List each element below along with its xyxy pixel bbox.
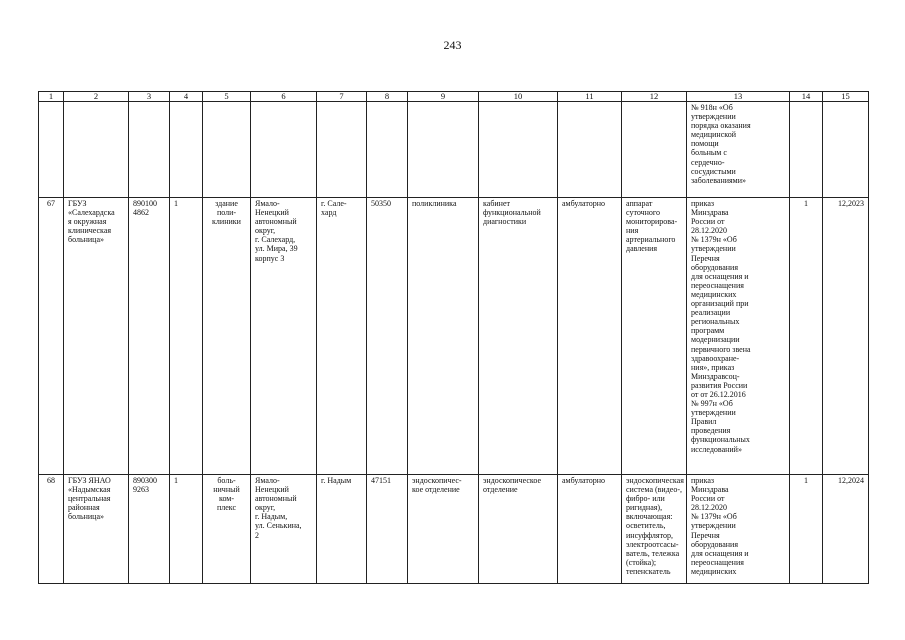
cell-c7 bbox=[317, 102, 367, 198]
cell-c11 bbox=[558, 198, 622, 475]
cell-line: 9263 bbox=[133, 485, 149, 495]
cell-c1 bbox=[39, 102, 64, 198]
cell-line: 890100 bbox=[133, 199, 157, 208]
cell-c5 bbox=[203, 475, 251, 584]
cell-c7 bbox=[317, 475, 367, 584]
cell-line: система (видео-, bbox=[626, 485, 682, 495]
cell-line: больным с bbox=[691, 148, 727, 158]
cell-line: аппарат bbox=[626, 199, 653, 208]
cell-line: отделение bbox=[483, 485, 518, 495]
cell-c6 bbox=[251, 198, 317, 475]
cell-line: Минздрава bbox=[691, 208, 729, 218]
cell-line: 12,2023 bbox=[838, 199, 864, 208]
cell-line: хард bbox=[321, 208, 337, 218]
cell-line: корпус 3 bbox=[255, 253, 285, 263]
cell-c3 bbox=[129, 102, 170, 198]
cell-line: 1 bbox=[174, 199, 178, 208]
cell-c12 bbox=[622, 102, 687, 198]
cell-line: организаций при bbox=[691, 299, 749, 309]
cell-c8 bbox=[367, 102, 408, 198]
cell-line: ватель, тележка bbox=[626, 548, 680, 558]
cell-line: ния bbox=[626, 226, 639, 236]
cell-line: поли- bbox=[216, 208, 237, 218]
cell-c14 bbox=[790, 102, 823, 198]
cell-line: заболеваниями» bbox=[691, 175, 747, 185]
cell-line: Правил bbox=[691, 417, 717, 427]
cell-c6 bbox=[251, 102, 317, 198]
column-header-14: 14 bbox=[790, 92, 823, 102]
cell-line: г. Сале- bbox=[321, 199, 347, 208]
column-header-1: 1 bbox=[39, 92, 64, 102]
cell-line: ничный bbox=[213, 485, 240, 495]
column-header-13: 13 bbox=[687, 92, 790, 102]
cell-line: оборудования bbox=[691, 539, 738, 549]
cell-c15 bbox=[823, 475, 869, 584]
cell-line: 68 bbox=[47, 476, 55, 485]
cell-line: № 997н «Об bbox=[691, 399, 733, 409]
cell-line: кое отделение bbox=[412, 485, 460, 495]
cell-c14 bbox=[790, 198, 823, 475]
cell-line: модернизации bbox=[691, 335, 740, 345]
cell-c1 bbox=[39, 475, 64, 584]
cell-line: оборудования bbox=[691, 262, 738, 272]
cell-c13 bbox=[687, 198, 790, 475]
cell-c3 bbox=[129, 198, 170, 475]
cell-line: г. Салехард, bbox=[255, 235, 296, 245]
cell-c13 bbox=[687, 102, 790, 198]
cell-line: утверждении bbox=[691, 408, 736, 418]
cell-line: Ямало- bbox=[255, 476, 280, 485]
column-header-3: 3 bbox=[129, 92, 170, 102]
cell-c5 bbox=[203, 198, 251, 475]
cell-line: автономный bbox=[255, 217, 297, 227]
column-header-2: 2 bbox=[64, 92, 129, 102]
cell-line: плекс bbox=[216, 503, 237, 513]
cell-line: от от 26.12.2016 bbox=[691, 389, 746, 399]
cell-c4 bbox=[170, 475, 203, 584]
cell-line: 1 bbox=[174, 476, 178, 485]
cell-line: 12,2024 bbox=[838, 476, 864, 485]
cell-c3 bbox=[129, 475, 170, 584]
table-header-row bbox=[39, 92, 869, 102]
cell-line: России от bbox=[691, 494, 725, 504]
cell-line: развития России bbox=[691, 380, 748, 390]
cell-line: Минздравсоц- bbox=[691, 371, 740, 381]
cell-line: 28.12.2020 bbox=[691, 503, 727, 513]
cell-c4 bbox=[170, 198, 203, 475]
cell-line: России от bbox=[691, 217, 725, 227]
cell-line: электроотсасы- bbox=[626, 539, 679, 549]
cell-line: амбулаторно bbox=[562, 199, 606, 208]
cell-c5 bbox=[203, 102, 251, 198]
cell-line: 28.12.2020 bbox=[691, 226, 727, 236]
cell-line: мониторирова- bbox=[626, 217, 678, 227]
cell-line: переоснащения bbox=[691, 557, 744, 567]
column-header-8: 8 bbox=[367, 92, 408, 102]
cell-line: ком- bbox=[218, 494, 235, 504]
cell-c10 bbox=[479, 475, 558, 584]
cell-line: утверждении bbox=[691, 521, 736, 531]
cell-c14 bbox=[790, 475, 823, 584]
cell-line: больница» bbox=[68, 235, 104, 245]
cell-c7 bbox=[317, 198, 367, 475]
cell-c15 bbox=[823, 198, 869, 475]
cell-line: автономный bbox=[255, 494, 297, 504]
cell-line: ГБУЗ ЯНАО bbox=[68, 476, 111, 485]
cell-line: 2 bbox=[255, 530, 259, 540]
cell-line: утверждении bbox=[691, 112, 736, 122]
cell-c10 bbox=[479, 102, 558, 198]
cell-line: помощи bbox=[691, 139, 719, 149]
cell-line: 4862 bbox=[133, 208, 149, 218]
cell-line: ул. Сенькина, bbox=[255, 521, 302, 531]
cell-c10 bbox=[479, 198, 558, 475]
column-header-6: 6 bbox=[251, 92, 317, 102]
cell-line: медицинских bbox=[691, 566, 737, 576]
cell-line: № 1379н «Об bbox=[691, 512, 737, 522]
cell-line: приказ bbox=[691, 476, 715, 485]
cell-c2 bbox=[64, 475, 129, 584]
cell-line: артериального bbox=[626, 235, 676, 245]
column-header-9: 9 bbox=[408, 92, 479, 102]
document-table bbox=[38, 91, 869, 584]
cell-line: давления bbox=[626, 244, 658, 254]
cell-c8 bbox=[367, 198, 408, 475]
cell-c8 bbox=[367, 475, 408, 584]
cell-line: приказ bbox=[691, 199, 715, 208]
column-header-11: 11 bbox=[558, 92, 622, 102]
cell-line: поликлиника bbox=[412, 199, 457, 208]
cell-line: здравоохране- bbox=[691, 353, 740, 363]
cell-line: суточного bbox=[626, 208, 661, 218]
cell-line: ригидная), bbox=[626, 503, 663, 513]
cell-line: центральная bbox=[68, 494, 111, 504]
cell-c15 bbox=[823, 102, 869, 198]
cell-line: Перечня bbox=[691, 530, 720, 540]
cell-line: включающая: bbox=[626, 512, 673, 522]
cell-line: Перечня bbox=[691, 253, 720, 263]
cell-line: «Салехардска bbox=[68, 208, 115, 218]
cell-c4 bbox=[170, 102, 203, 198]
cell-line: эндоскопическое bbox=[483, 476, 542, 485]
cell-line: утверждении bbox=[691, 244, 736, 254]
cell-line: № 918н «Об bbox=[691, 103, 733, 112]
cell-line: осветитель, bbox=[626, 521, 666, 531]
cell-line: медицинских bbox=[691, 289, 737, 299]
column-header-12: 12 bbox=[622, 92, 687, 102]
cell-line: Ненецкий bbox=[255, 208, 289, 218]
cell-c1 bbox=[39, 198, 64, 475]
cell-line: порядка оказания bbox=[691, 121, 751, 131]
column-header-5: 5 bbox=[203, 92, 251, 102]
cell-line: г. Надым bbox=[321, 476, 352, 485]
cell-line: 890300 bbox=[133, 476, 157, 485]
table-row bbox=[39, 475, 869, 584]
cell-line: Ямало- bbox=[255, 199, 280, 208]
cell-line: кабинет bbox=[483, 199, 510, 208]
cell-line: Минздрава bbox=[691, 485, 729, 495]
cell-line: функциональной bbox=[483, 208, 541, 218]
cell-line: сердечно- bbox=[691, 157, 725, 167]
cell-line: Ненецкий bbox=[255, 485, 289, 495]
cell-c13 bbox=[687, 475, 790, 584]
cell-line: ния», приказ bbox=[691, 362, 735, 372]
cell-line: тепенскатель bbox=[626, 566, 671, 576]
cell-line: ГБУЗ bbox=[68, 199, 87, 208]
cell-line: г. Надым, bbox=[255, 512, 288, 522]
cell-line: фибро- или bbox=[626, 494, 665, 504]
cell-c12 bbox=[622, 198, 687, 475]
column-header-7: 7 bbox=[317, 92, 367, 102]
cell-line: исследований» bbox=[691, 444, 742, 454]
cell-line: боль- bbox=[217, 476, 236, 485]
cell-c9 bbox=[408, 475, 479, 584]
cell-line: региональных bbox=[691, 317, 740, 327]
cell-line: ул. Мира, 39 bbox=[255, 244, 298, 254]
cell-line: 47151 bbox=[371, 476, 391, 485]
cell-line: я окружная bbox=[68, 217, 107, 227]
cell-line: эндоскопичес- bbox=[412, 476, 462, 485]
cell-line: (стойка); bbox=[626, 557, 657, 567]
cell-line: для оснащения и bbox=[691, 548, 749, 558]
cell-line: № 1379н «Об bbox=[691, 235, 737, 245]
cell-c6 bbox=[251, 475, 317, 584]
cell-line: 1 bbox=[804, 199, 808, 208]
cell-line: «Надымская bbox=[68, 485, 111, 495]
cell-line: клиники bbox=[212, 217, 241, 227]
cell-c12 bbox=[622, 475, 687, 584]
cell-line: реализации bbox=[691, 308, 731, 318]
cell-line: инсуффлятор, bbox=[626, 530, 673, 540]
table-row bbox=[39, 198, 869, 475]
cell-line: проведения bbox=[691, 426, 731, 436]
cell-line: функциональных bbox=[691, 435, 750, 445]
cell-c2 bbox=[64, 102, 129, 198]
cell-line: амбулаторно bbox=[562, 476, 606, 485]
cell-line: больница» bbox=[68, 512, 104, 522]
cell-line: клиническая bbox=[68, 226, 112, 236]
page-number: 243 bbox=[443, 38, 462, 52]
cell-c9 bbox=[408, 102, 479, 198]
cell-line: 67 bbox=[47, 199, 55, 208]
cell-line: первичного звена bbox=[691, 344, 751, 354]
cell-line: медицинской bbox=[691, 130, 737, 140]
cell-line: сосудистыми bbox=[691, 166, 736, 176]
cell-line: эндоскопическая bbox=[626, 476, 684, 485]
cell-c9 bbox=[408, 198, 479, 475]
cell-line: 1 bbox=[804, 476, 808, 485]
column-header-10: 10 bbox=[479, 92, 558, 102]
column-header-15: 15 bbox=[823, 92, 869, 102]
column-header-4: 4 bbox=[170, 92, 203, 102]
cell-line: округ, bbox=[255, 503, 276, 513]
cell-c11 bbox=[558, 475, 622, 584]
cell-line: 50350 bbox=[371, 199, 391, 208]
cell-line: округ, bbox=[255, 226, 276, 236]
cell-c2 bbox=[64, 198, 129, 475]
cell-line: диагностики bbox=[483, 217, 527, 227]
cell-line: переоснащения bbox=[691, 280, 744, 290]
cell-line: для оснащения и bbox=[691, 271, 749, 281]
cell-line: районная bbox=[68, 503, 100, 513]
cell-c11 bbox=[558, 102, 622, 198]
cell-line: здание bbox=[215, 199, 238, 208]
table-row-continuation bbox=[39, 102, 869, 198]
cell-line: программ bbox=[691, 326, 725, 336]
